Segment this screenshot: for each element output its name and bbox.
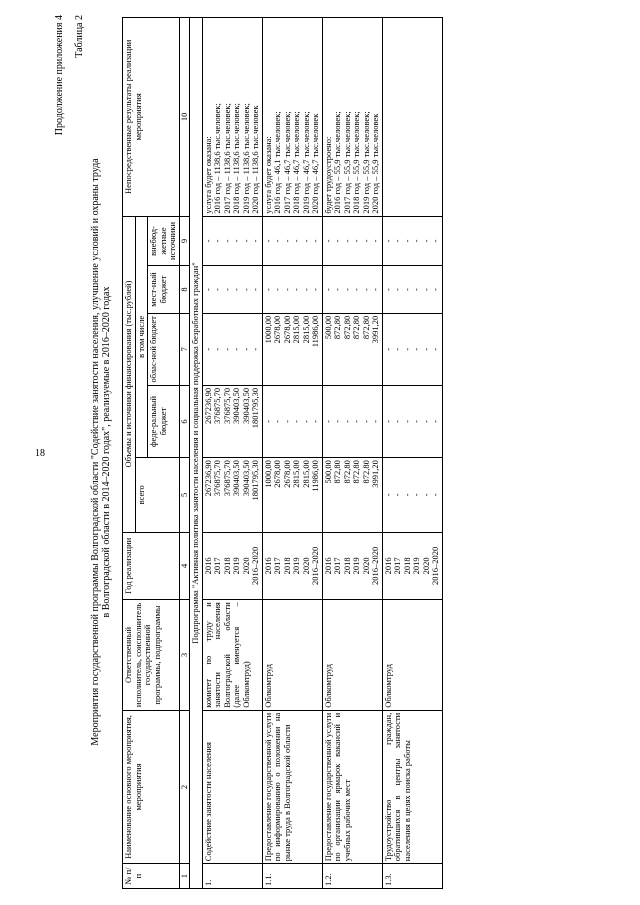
rotated-page-content bbox=[40, 7, 620, 897]
header-total: всего bbox=[135, 458, 179, 532]
row-local: - - - - - - bbox=[262, 266, 322, 313]
table-row bbox=[322, 18, 382, 889]
row-name: Трудоустройство граждан, обратившихся в центры занятости населения в целях поиска работы bbox=[382, 710, 442, 863]
header-year: Год реализации bbox=[123, 532, 180, 600]
header-extra: внебюд-жетные источники bbox=[148, 216, 180, 266]
row-num: 1.1. bbox=[262, 864, 322, 889]
col-number: 7 bbox=[179, 313, 190, 385]
subprogram-title: Подпрограмма "Активная политика занятости населения и социальная поддержка безработных граждан" bbox=[190, 18, 203, 889]
row-executor: комитет по труду и занятости населения Волгоградской области (далее именуется – Облкомтруд) bbox=[202, 600, 262, 711]
row-num: 1. bbox=[202, 864, 262, 889]
row-local: - - - - - - bbox=[382, 266, 442, 313]
row-results: услуга будет оказана: 2016 год – 1138,6 тыс.человек; 2017 год – 1138,6 тыс.человек; 2018 год – 1138,6 тыс.человек; 2019 год – 1138,6 тыс.человек; 2020 год – 1138,6 тыс.человек bbox=[202, 18, 262, 217]
row-results: услуга будет оказана: 2016 год – 46,1 тыс.человек; 2017 год – 46,7 тыс.человек; 2018 год – 46,7 тыс.человек; 2019 год – 46,7 тыс.человек; 2020 год – 46,7 тыс.человек bbox=[262, 18, 322, 217]
row-executor: Облкомтруд bbox=[262, 600, 322, 711]
row-years: 2016 2017 2018 2019 2020 2016–2020 bbox=[322, 532, 382, 600]
row-regional: 500,00 872,80 872,80 872,80 872,80 3991,20 bbox=[322, 313, 382, 385]
row-years: 2016 2017 2018 2019 2020 2016–2020 bbox=[382, 532, 442, 600]
col-number: 2 bbox=[179, 710, 190, 863]
row-total: 500,00 872,80 872,80 872,80 872,80 3991,20 bbox=[322, 458, 382, 532]
row-federal: - - - - - - bbox=[322, 385, 382, 457]
row-name: Предоставление государственной услуги по организации ярмарок вакансий и учебных рабочих мест bbox=[322, 710, 382, 863]
row-local: - - - - - - bbox=[202, 266, 262, 313]
row-executor: Облкомтруд bbox=[322, 600, 382, 711]
title-line-2: в Волгоградской области в 2014–2020 годах", реализуемые в 2016–2020 годах bbox=[101, 286, 112, 618]
header-results: Непосредственные результаты реализации мероприятия bbox=[123, 18, 180, 217]
header-volumes: Объемы и источники финансирования (тыс.рублей) bbox=[123, 216, 136, 532]
title-line-1: Мероприятия государственной программы Волгоградской области "Содействие занятости населения, улучшение условий и охраны труда bbox=[90, 158, 101, 746]
col-number: 3 bbox=[179, 600, 190, 711]
row-num: 1.2. bbox=[322, 864, 382, 889]
row-extra: - - - - - - bbox=[202, 216, 262, 266]
table-row bbox=[202, 18, 262, 889]
row-regional: - - - - - - bbox=[202, 313, 262, 385]
row-years: 2016 2017 2018 2019 2020 2016–2020 bbox=[202, 532, 262, 600]
col-number: 9 bbox=[179, 216, 190, 266]
row-years: 2016 2017 2018 2019 2020 2016–2020 bbox=[262, 532, 322, 600]
table-label: Таблица 2 bbox=[74, 15, 85, 58]
col-number: 6 bbox=[179, 385, 190, 457]
row-local: - - - - - - bbox=[322, 266, 382, 313]
col-number: 4 bbox=[179, 532, 190, 600]
page-number: 18 bbox=[35, 448, 45, 459]
header-federal: феде-ральный бюджет bbox=[148, 385, 180, 457]
row-total: 267236,90 376875,70 376875,70 390403,50 390403,50 1801795,30 bbox=[202, 458, 262, 532]
table-row bbox=[262, 18, 322, 889]
row-name: Предоставление государственной услуги по информированию о положении на рынке труда в Волгоградской области bbox=[262, 710, 322, 863]
header-local: мест-ный бюджет bbox=[148, 266, 180, 313]
appendix-continuation-label: Продолжение приложения 4 bbox=[54, 15, 65, 136]
row-federal: - - - - - - bbox=[382, 385, 442, 457]
document-title bbox=[90, 7, 112, 897]
row-results: будет трудоустроено: 2016 год – 55,9 тыс.человек; 2017 год – 55,9 тыс.человек; 2018 год – 55,9 тыс.человек; 2019 год – 55,9 тыс.человек; 2020 год – 55,9 тыс.человек bbox=[322, 18, 382, 217]
row-extra: - - - - - - bbox=[322, 216, 382, 266]
col-number: 5 bbox=[179, 458, 190, 532]
row-regional: 1000,00 2678,00 2678,00 2815,00 2815,00 11986,00 bbox=[262, 313, 322, 385]
row-regional: - - - - - - bbox=[382, 313, 442, 385]
table-row bbox=[382, 18, 442, 889]
table-header-row-1 bbox=[123, 18, 136, 889]
header-num: № п/п bbox=[123, 864, 180, 889]
row-name: Содействие занятости населения bbox=[202, 710, 262, 863]
subprogram-row bbox=[190, 18, 203, 889]
row-total: - - - - - - bbox=[382, 458, 442, 532]
column-number-row bbox=[179, 18, 190, 889]
header-name: Наименование основного мероприятия, мероприятия bbox=[123, 710, 180, 863]
measures-table bbox=[122, 17, 443, 889]
header-including: в том числе bbox=[135, 216, 148, 457]
col-number: 1 bbox=[179, 864, 190, 889]
col-number: 10 bbox=[179, 18, 190, 217]
row-federal: - - - - - - bbox=[262, 385, 322, 457]
header-regional: облас-ной бюджет bbox=[148, 313, 180, 385]
row-results bbox=[382, 18, 442, 217]
row-extra: - - - - - - bbox=[262, 216, 322, 266]
row-total: 1000,00 2678,00 2678,00 2815,00 2815,00 11986,00 bbox=[262, 458, 322, 532]
row-num: 1.3. bbox=[382, 864, 442, 889]
row-extra: - - - - - - bbox=[382, 216, 442, 266]
row-executor: Облкомтруд bbox=[382, 600, 442, 711]
col-number: 8 bbox=[179, 266, 190, 313]
header-executor: Ответственный исполнитель, соисполнитель государственной программы, подпрограммы bbox=[123, 600, 180, 711]
row-federal: 267236,90 376875,70 376875,70 390403,50 390403,50 1801795,30 bbox=[202, 385, 262, 457]
